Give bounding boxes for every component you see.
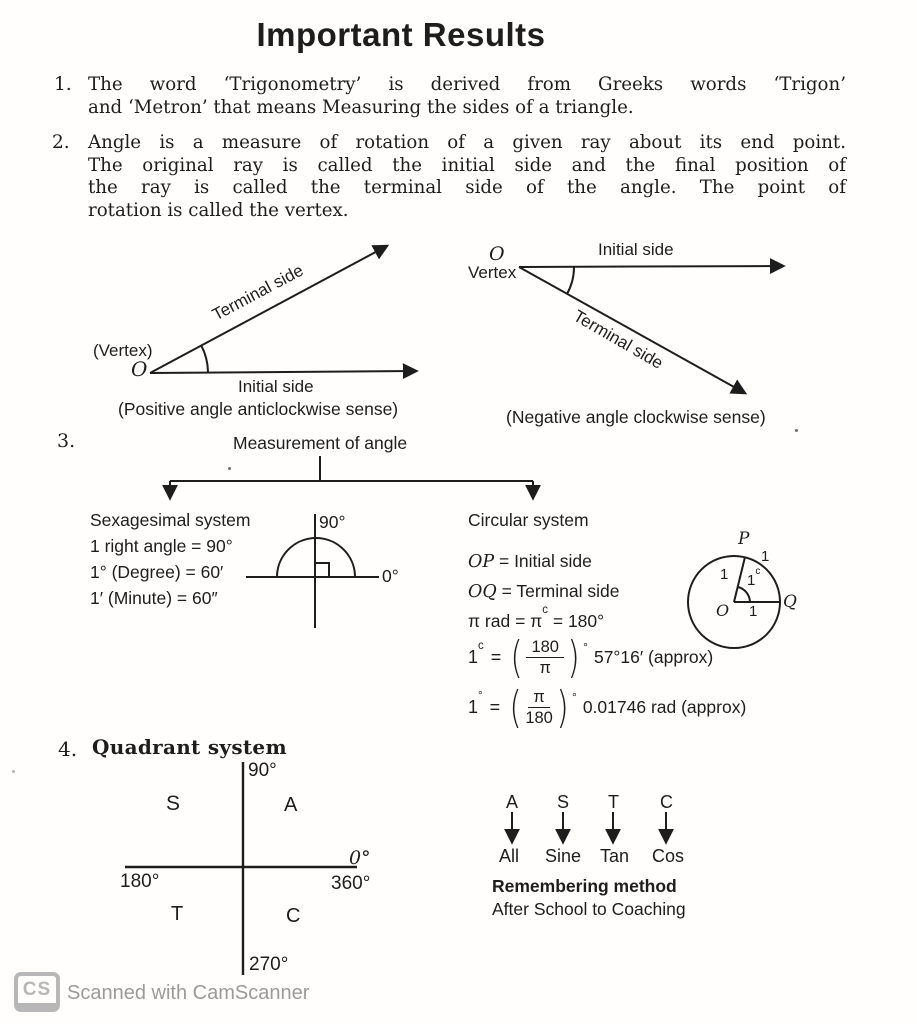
quadrant-s-label: S [166,792,181,815]
item-4-number: 4. [58,737,78,761]
circle-left-one-label: 1 [720,566,729,583]
f2-numerator: π [528,688,549,708]
radian-to-degree-formula [468,632,714,684]
circle-p-label: P [738,529,750,549]
sexagesimal-line-2: 1° (Degree) = 60′ [90,562,224,582]
f2-equals: = [489,697,501,718]
item-2-line: rotation is called the vertex. [88,199,349,221]
camscanner-watermark-text: Scanned with CamScanner [67,982,310,1004]
positive-angle-rays [150,247,414,373]
f1-fraction [526,638,564,678]
pi-text-2: = 180° [548,611,605,631]
quadrant-90-label: 90° [248,760,277,781]
f2-lhs: 1° [468,690,483,718]
circle-radius-one-label: 1 [749,603,758,620]
f1-open-paren: ( [510,632,524,684]
circle-q-label: Q [783,592,797,612]
tree-left-label: Sexagesimal system [90,510,251,530]
camscanner-badge-icon [14,972,60,1012]
positive-vertex-label: (Vertex) [93,341,153,360]
tree-root-label: Measurement of angle [233,433,408,453]
quadrant-a-label: A [284,794,298,816]
oq-text: = Terminal side [496,581,620,601]
negative-origin-label: O [489,243,505,265]
item-2-line: the ray is called the terminal side of the angle. The point of [88,177,846,199]
positive-initial-side-label: Initial side [238,377,314,396]
sexagesimal-line-1: 1 right angle = 90° [90,536,233,556]
f2-open-paren: ( [509,682,522,734]
camscanner-badge-bar [14,1003,60,1012]
f2-close-paren: ) [556,682,569,734]
quadrant-c-label: C [286,905,301,927]
item-2-text [88,132,846,222]
circle-angle-label: 1$^c$ [747,566,761,589]
quadrant-0-label: 0° [349,847,371,869]
scan-speck [12,770,15,773]
oq-symbol: OQ [468,582,497,602]
circular-pi-line [468,604,605,632]
measurement-tree-lines [170,456,533,496]
sexagesimal-axis-0-label: 0° [382,566,399,586]
sexagesimal-axes [246,514,379,628]
op-symbol: OP [468,552,495,572]
unit-circle [688,556,780,648]
item-2-line: Angle is a measure of rotation of a given ray about its end point. [88,132,846,153]
f1-lhs: 1$^c$ [468,640,484,668]
pi-sup: c [542,604,548,617]
astc-letter-c: C [660,792,673,812]
astc-word-sine: Sine [545,846,582,866]
positive-origin-label: O [131,357,148,381]
remembering-method-text: After School to Coaching [492,899,686,919]
astc-letter-t: T [608,792,619,812]
circular-op-line [468,551,592,572]
item-1-line: The word ‘Trigonometry’ is derived from Greeks words ‘Trigon’ [88,74,846,95]
negative-terminal-side-label: Terminal side [570,306,667,373]
quadrant-360-label: 360° [331,873,371,894]
f1-equals: = [490,647,502,668]
scan-speck [795,429,798,432]
f2-paren-sup: ° [572,690,577,704]
circle-arc-one-label: 1 [761,548,770,565]
astc-word-tan: Tan [600,846,630,866]
positive-terminal-side-label: Terminal side [209,260,307,325]
negative-angle-rays [519,266,781,392]
negative-initial-side-label: Initial side [598,240,674,259]
scan-speck [228,467,231,470]
pi-text: π rad = π [468,611,543,631]
f1-close-paren: ) [567,632,580,684]
f2-denominator: 180 [525,709,553,728]
quadrant-t-label: T [171,903,184,925]
quadrant-system-heading: Quadrant system [92,735,287,759]
op-text: = Initial side [494,551,592,571]
page-title: Important Results [256,16,546,53]
f1-numerator: 180 [526,638,564,658]
degree-to-radian-formula [468,682,747,734]
negative-vertex-label: Vertex [468,263,517,282]
positive-caption: (Positive angle anticlockwise sense) [118,399,399,419]
remembering-method-title: Remembering method [492,876,677,896]
astc-word-all: All [499,846,520,866]
circular-oq-line [468,581,619,602]
tree-right-label: Circular system [468,510,589,530]
item-1-line: and ‘Metron’ that means Measuring the sides of a triangle. [88,96,634,118]
item-2-line: The original ray is called the initial side and the final position of [88,154,846,176]
astc-letter-a: A [506,792,519,812]
quadrant-180-label: 180° [120,871,160,892]
f2-result: 0.01746 rad (approx) [582,697,747,718]
f1-paren-sup: ° [583,640,588,654]
item-1-text [88,74,846,119]
quadrant-axes [125,762,357,975]
quadrant-270-label: 270° [249,954,289,975]
item-3-number: 3. [57,430,76,452]
f1-result: 57°16′ (approx) [593,647,714,668]
item-2-number: 2. [52,132,70,153]
circle-o-label: O [716,601,730,620]
astc-word-cos: Cos [652,846,685,866]
sexagesimal-axis-90-label: 90° [319,512,346,532]
astc-arrows [512,812,666,840]
camscanner-badge-text: CS [14,972,60,1003]
item-1-number: 1. [54,74,72,95]
negative-caption: (Negative angle clockwise sense) [506,407,766,427]
sexagesimal-line-3: 1′ (Minute) = 60″ [90,588,218,608]
astc-letter-s: S [557,792,570,812]
f1-denominator: π [539,659,551,678]
f2-fraction [525,688,553,728]
